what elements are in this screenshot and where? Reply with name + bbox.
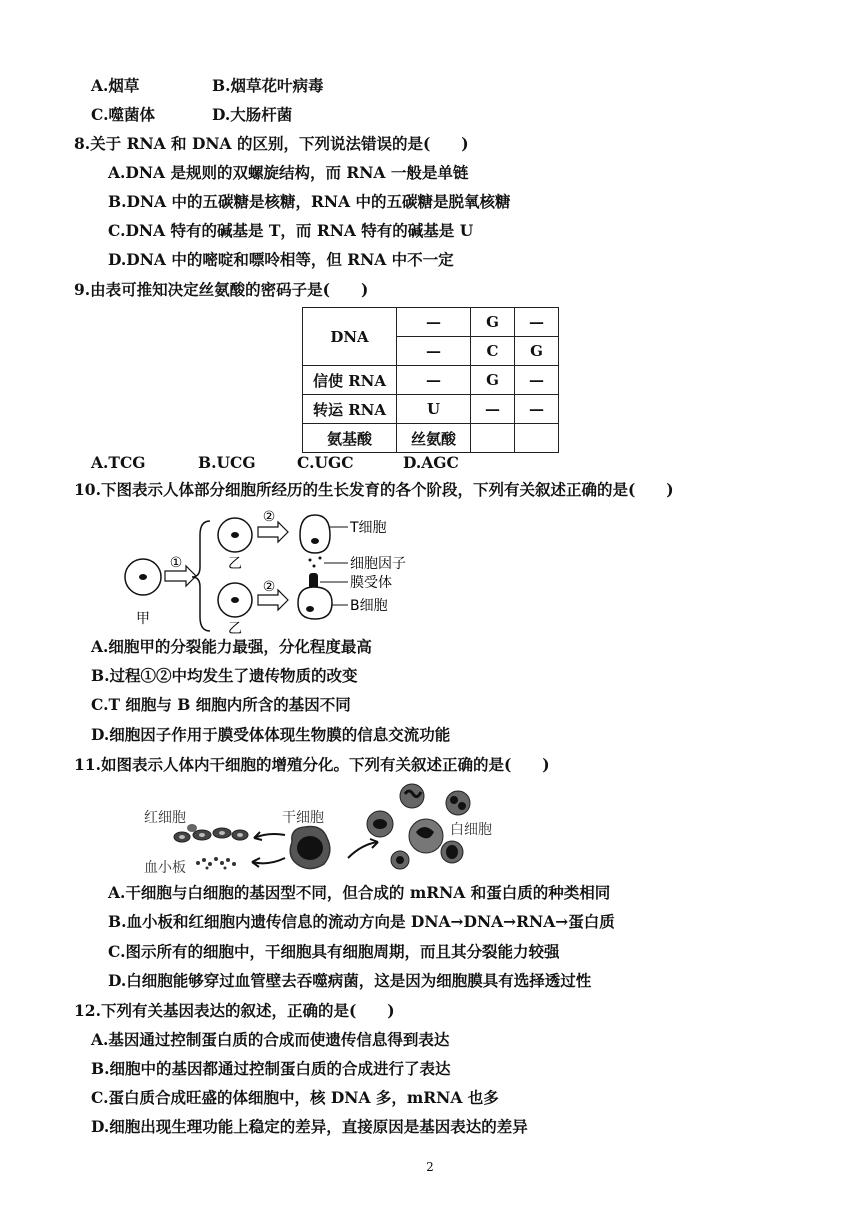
label-cytokine: 细胞因子 (350, 556, 406, 572)
cytokine-dots (309, 557, 322, 568)
codon-table (302, 307, 559, 453)
label-rbc: 红细胞 (144, 810, 186, 826)
label-t-cell: T细胞 (350, 520, 387, 536)
label-platelet: 血小板 (144, 860, 186, 876)
q12-stem: 12.下列有关基因表达的叙述，正确的是( ) (74, 1001, 395, 1020)
table-mrna-label: 信使 RNA (303, 366, 397, 395)
t-cell (300, 515, 330, 553)
table-cell: G (471, 366, 515, 395)
table-cell: — (471, 395, 515, 424)
label-step2-top: ② (262, 509, 276, 525)
q8-option-b: B.DNA 中的五碳糖是核糖，RNA 中的五碳糖是脱氧核糖 (108, 192, 511, 211)
table-trna-label: 转运 RNA (303, 395, 397, 424)
table-cell: G (515, 337, 559, 366)
platelets (196, 857, 236, 870)
q11-option-b: B.血小板和红细胞内遗传信息的流动方向是 DNA→DNA→RNA→蛋白质 (108, 912, 615, 931)
stem-cell (290, 826, 330, 868)
table-cell (515, 424, 559, 453)
q10-stem: 10.下图表示人体部分细胞所经历的生长发育的各个阶段，下列有关叙述正确的是( ) (74, 480, 674, 499)
label-stem-cell: 干细胞 (282, 810, 324, 826)
arrow-step2-top (258, 522, 288, 542)
cell-yi-top (218, 518, 252, 552)
q8-stem: 8.关于 RNA 和 DNA 的区别，下列说法错误的是( ) (74, 134, 469, 153)
brace (192, 521, 210, 631)
b-cell (298, 587, 332, 619)
q11-stem: 11.如图表示人体内干细胞的增殖分化。下列有关叙述正确的是( ) (74, 755, 550, 774)
label-yi-bottom: 乙 (228, 621, 242, 635)
cell-jia (125, 559, 161, 595)
q7-option-b: B.烟草花叶病毒 (212, 76, 324, 95)
q10-option-d: D.细胞因子作用于膜受体体现生物膜的信息交流功能 (91, 725, 451, 744)
q7-option-d: D.大肠杆菌 (212, 105, 293, 124)
table-cell: 丝氨酸 (397, 424, 471, 453)
label-yi-top: 乙 (228, 556, 242, 572)
q12-option-a: A.基因通过控制蛋白质的合成而使遗传信息得到表达 (91, 1030, 450, 1049)
q7-option-a: A.烟草 (91, 76, 140, 95)
q8-option-c: C.DNA 特有的碱基是 T，而 RNA 特有的碱基是 U (108, 221, 474, 240)
q9-option-d: D.AGC (403, 453, 459, 472)
label-receptor: 膜受体 (350, 575, 392, 591)
label-step1: ① (169, 555, 183, 571)
table-cell: — (515, 308, 559, 337)
table-cell (471, 424, 515, 453)
q8-option-d: D.DNA 中的嘧啶和嘌呤相等，但 RNA 中不一定 (108, 250, 454, 269)
label-b-cell: B细胞 (350, 598, 388, 614)
q11-option-c: C.图示所有的细胞中，干细胞具有细胞周期，而且其分裂能力较强 (108, 942, 560, 961)
table-cell: — (397, 366, 471, 395)
label-wbc: 白细胞 (450, 822, 492, 838)
q9-option-c: C.UGC (297, 453, 354, 472)
table-cell: — (397, 308, 471, 337)
table-cell: — (515, 366, 559, 395)
table-dna-label: DNA (303, 308, 397, 366)
label-step2-bottom: ② (262, 579, 276, 595)
label-jia: 甲 (136, 611, 150, 627)
table-cell: — (397, 337, 471, 366)
q8-option-a: A.DNA 是规则的双螺旋结构，而 RNA 一般是单链 (108, 163, 469, 182)
cell-yi-bottom (218, 583, 252, 617)
table-cell: U (397, 395, 471, 424)
q9-option-a: A.TCG (91, 453, 146, 472)
q10-option-b: B.过程①②中均发生了遗传物质的改变 (91, 666, 358, 685)
q7-option-c: C.噬菌体 (91, 105, 155, 124)
table-cell: G (471, 308, 515, 337)
cell-differentiation-figure (110, 505, 440, 635)
q10-option-c: C.T 细胞与 B 细胞内所含的基因不同 (91, 695, 351, 714)
q10-option-a: A.细胞甲的分裂能力最强，分化程度最高 (91, 637, 372, 656)
arrow-to-wbc (348, 842, 378, 858)
table-aa-label: 氨基酸 (303, 424, 397, 453)
page-number: 2 (426, 1160, 434, 1174)
q9-option-b: B.UCG (198, 453, 256, 472)
q12-option-b: B.细胞中的基因都通过控制蛋白质的合成进行了表达 (91, 1059, 451, 1078)
q11-option-a: A.干细胞与白细胞的基因型不同，但合成的 mRNA 和蛋白质的种类相同 (108, 883, 611, 902)
red-blood-cells (174, 824, 248, 842)
table-cell: — (515, 395, 559, 424)
q12-option-d: D.细胞出现生理功能上稳定的差异，直接原因是基因表达的差异 (91, 1117, 528, 1136)
table-cell: C (471, 337, 515, 366)
q9-stem: 9.由表可推知决定丝氨酸的密码子是( ) (74, 280, 369, 299)
q11-option-d: D.白细胞能够穿过血管壁去吞噬病菌，这是因为细胞膜具有选择透过性 (108, 971, 592, 990)
q12-option-c: C.蛋白质合成旺盛的体细胞中，核 DNA 多，mRNA 也多 (91, 1088, 499, 1107)
stem-cell-figure (140, 780, 520, 880)
